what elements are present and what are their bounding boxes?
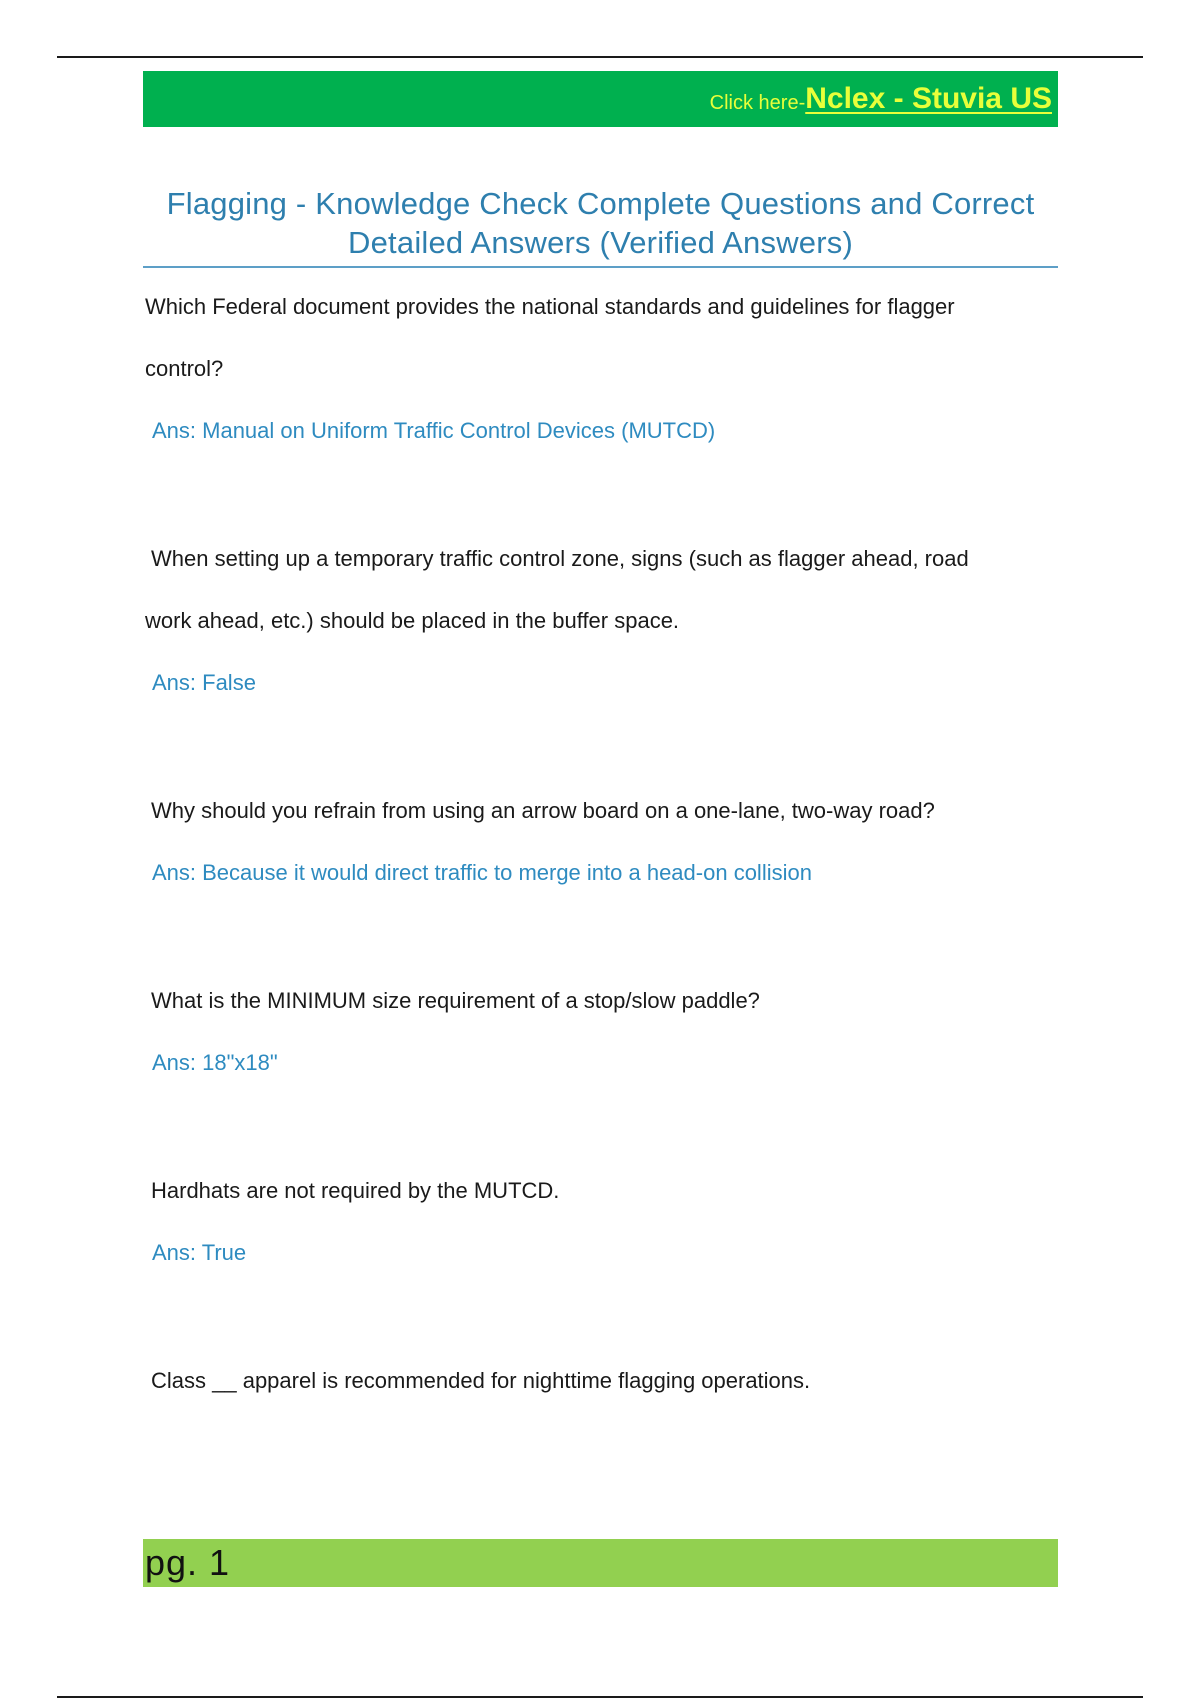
question-1-line-1: Which Federal document provides the national standards and guidelines for flagger (145, 294, 955, 319)
qa-item-1 (145, 276, 1055, 446)
question-3: Why should you refrain from using an arrow board on a one-lane, two-way road? (151, 798, 935, 823)
title-underline (143, 266, 1058, 268)
answer-5: Ans: True (152, 1240, 247, 1265)
question-4: What is the MINIMUM size requirement of a stop/slow paddle? (151, 988, 760, 1013)
title-line-2: Detailed Answers (Verified Answers) (348, 225, 853, 260)
top-rule (57, 56, 1143, 58)
answer-4: Ans: 18"x18" (152, 1050, 278, 1075)
answer-1: Ans: Manual on Uniform Traffic Control Devices (MUTCD) (152, 418, 716, 443)
page-footer (143, 1539, 1058, 1587)
question-5: Hardhats are not required by the MUTCD. (151, 1178, 560, 1203)
answer-2: Ans: False (152, 670, 256, 695)
header-banner (143, 71, 1058, 127)
question-2-line-1: When setting up a temporary traffic control zone, signs (such as flagger ahead, road (151, 546, 969, 571)
title-line-1: Flagging - Knowledge Check Complete Questions and Correct (166, 186, 1035, 221)
stuvia-link[interactable]: Nclex - Stuvia US (805, 82, 1052, 115)
qa-item-3 (145, 780, 1055, 888)
qa-content (145, 276, 1055, 1412)
bottom-rule (57, 1696, 1143, 1698)
document-title (143, 184, 1058, 262)
answer-3: Ans: Because it would direct traffic to merge into a head-on collision (152, 860, 812, 885)
banner-prefix: Click here- (709, 91, 806, 114)
qa-item-2 (145, 528, 1055, 698)
qa-item-4 (145, 970, 1055, 1078)
question-6: Class __ apparel is recommended for nighttime flagging operations. (151, 1368, 811, 1393)
page-number: pg. 1 (145, 1542, 231, 1583)
qa-item-5 (145, 1160, 1055, 1268)
qa-item-6 (145, 1350, 1055, 1412)
question-2-line-2: work ahead, etc.) should be placed in the buffer space. (145, 608, 680, 633)
question-1-line-2: control? (145, 356, 224, 381)
